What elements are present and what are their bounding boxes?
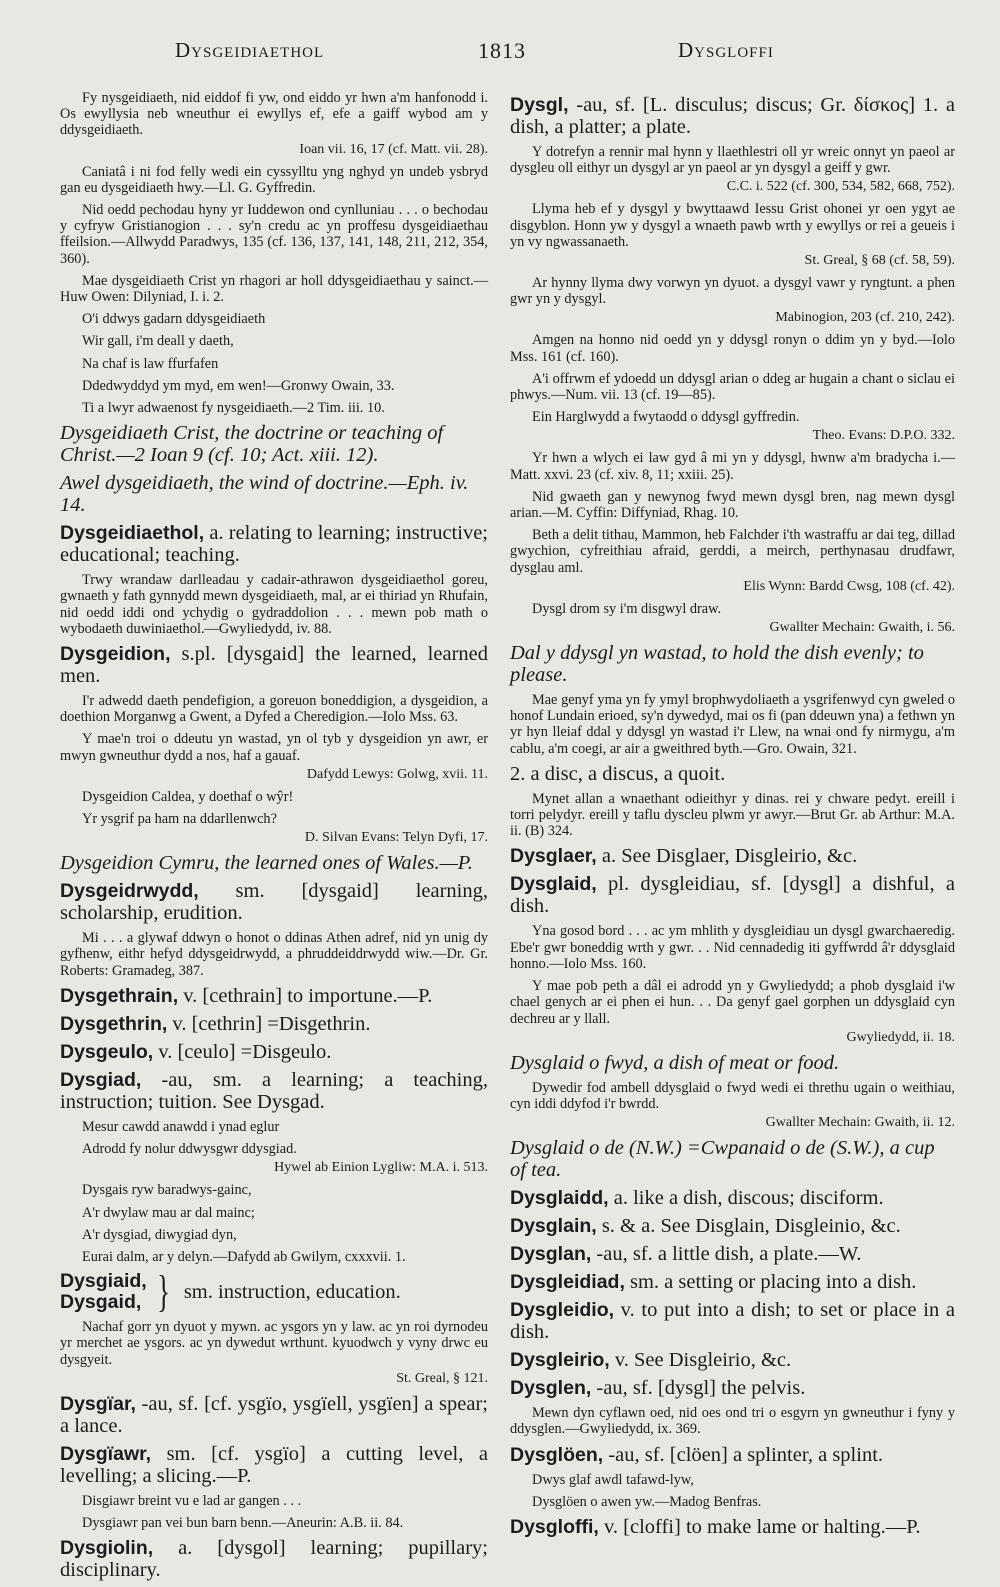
- citation-source: Elis Wynn: Bardd Cwsg, 108 (cf. 42).: [743, 578, 955, 594]
- headword: Dysgeidiaethol,: [60, 522, 205, 545]
- definition: sm. [dysgaid] learning, scholarship, erudition.: [60, 880, 488, 925]
- quotation: Yr hwn a wlych ei law gyd â mi yn y ddysgl, hwnw a'm bradycha i.—Matt. xxvi. 23 (cf. xiv. 8, 11; xxiii. 25).: [510, 450, 955, 483]
- dictionary-entry: [60, 522, 488, 566]
- quotation: Mae dysgeidiaeth Crist yn rhagori ar holl ddysgeidiaethau y sainct.—Huw Owen: Dilyniad, I. i. 2.: [60, 272, 488, 306]
- running-head-right: Dysgloffi: [678, 38, 774, 62]
- dictionary-entry: [510, 94, 955, 138]
- verse-line: A'r dwylaw mau ar dal mainc;: [82, 1204, 255, 1221]
- definition: pl. dysgleidiau, sf. [dysgl] a dishful, a dish.: [510, 873, 955, 918]
- verse-line: Yr ysgrif pa ham na ddarllenwch?: [82, 811, 277, 828]
- headword: Dysgeulo,: [60, 1040, 154, 1063]
- headword: Dysglaidd,: [510, 1187, 609, 1210]
- dictionary-entry: [60, 880, 488, 924]
- verse-line: Disgiawr breint vu e lad ar gangen . . .: [82, 1492, 302, 1509]
- headword: Dysgïawr,: [60, 1442, 152, 1465]
- quotation: Caniatâ i ni fod felly wedi ein cyssylltu yng nghyd yn undeb ysbryd gan eu dysgeidiaeth hwy.—Ll. G. Gyffredin.: [60, 163, 488, 196]
- definition: s. & a. See Disglain, Disgleinio, &c.: [596, 1215, 901, 1238]
- quotation: Yna gosod bord . . . ac ym mhlith y dysgleidiau un dysgl gwarchaeredig. Ebe'r gwr boneddig wrth y gwr. . . Nid cennadedig iti gyffwrdd â'r ddysglaid honno.—Iolo Mss. 160.: [510, 923, 955, 972]
- definition: -au, sf. [L. disculus; discus; Gr. δίσκος] 1. a dish, a platter; a plate.: [510, 94, 955, 138]
- verse-line: Mesur cawdd anawdd i ynad eglur: [82, 1118, 280, 1135]
- dictionary-entry: [510, 1271, 955, 1293]
- definition: -au, sf. a little dish, a plate.—W.: [591, 1243, 862, 1266]
- dictionary-entry: [510, 1243, 955, 1265]
- verse-line: Wir gall, i'm deall y daeth,: [82, 333, 234, 350]
- headword: Dysgleidiad,: [510, 1271, 625, 1294]
- definition: v. See Disgleirio, &c.: [609, 1349, 792, 1372]
- definition: v. to put into a dish; to set or place in a dish.: [510, 1299, 955, 1344]
- dictionary-entry: [510, 873, 955, 917]
- quotation: Llyma heb ef y dysgyl y bwyttaawd Iessu Grist ohonei yr oen ygyt ae disgyblon. Honn yw y dysgyl a wnaeth pawb wrth y ewyllys or rei a geueis i yn vy ngwassanaeth.: [510, 201, 955, 250]
- citation-source: Gwallter Mechain: Gwaith, ii. 12.: [765, 1115, 955, 1131]
- quotation: Mewn dyn cyflawn oed, nid oes ond tri o esgyrn yn gwneuthur i fyny y ddysglen.—Gwyliedydd, ix. 369.: [510, 1405, 955, 1438]
- verse-line: Dysglöen o awen yw.—Madog Benfras.: [532, 1493, 762, 1510]
- headword: Dysgiad,: [60, 1068, 142, 1091]
- running-head-left: Dysgeidiaethol: [175, 38, 325, 62]
- phrase-entry: Dal y ddysgl yn wastad, to hold the dish evenly; to please.: [510, 642, 924, 687]
- dictionary-entry: [60, 985, 488, 1007]
- dictionary-entry: [60, 1267, 488, 1317]
- verse-line: Ddedwyddyd ym myd, em wen!—Gronwy Owain, 33.: [82, 377, 395, 394]
- dictionary-entry: [510, 845, 955, 867]
- citation-source: St. Greal, § 121.: [396, 1370, 488, 1386]
- headword: Dysgloffi,: [510, 1515, 599, 1538]
- definition: sm. [cf. ysgïo] a cutting level, a levelling; a slicing.—P.: [60, 1442, 488, 1487]
- brace-symbol: }: [156, 1267, 170, 1317]
- verse-line: Dysgiawr pan vei bun barn benn.—Aneurin: A.B. ii. 84.: [82, 1514, 404, 1531]
- quotation: Ar hynny llyma dwy vorwyn yn dyuot. a dysgyl vawr y ryngtunt. a phen gwr yn y dysgyl.: [510, 275, 955, 308]
- headword: Dysgiaid,: [60, 1270, 147, 1293]
- left-column: [60, 90, 488, 1587]
- headword: Dysgl,: [510, 94, 569, 116]
- quotation: Fy nysgeidiaeth, nid eiddof fi yw, ond eiddo yr hwn a'm hanfonodd i. Os ewyllysia neb wneuthur ei ewyllys ef, efe a gaiff wybod am y ddysgeidiaeth.: [60, 90, 488, 139]
- quotation: Nid oedd pechodau hyny yr Iuddewon ond cynlluniau . . . o bechodau y cyfryw Gristianogion . . . sy'n credu ac yn proffesu dysgeidiaethau ffeilsion.—Allwydd Paradwys, 135 (cf. 136, 137, 141, 148, 211, 212, 354, 360).: [60, 202, 488, 267]
- quotation: Dysgl drom sy i'm disgwyl draw.: [532, 600, 722, 617]
- quotation: Amgen na honno nid oedd yn y ddysgl ronyn o ddim yn y byd.—Iolo Mss. 161 (cf. 160).: [510, 332, 955, 365]
- headword: Dysgiolin,: [60, 1537, 154, 1560]
- quotation: Dywedir fod ambell ddysglaid o fwyd wedi ei threthu ugain o weithiau, cyn iddi ddyfod i'r bwrdd.: [510, 1079, 955, 1112]
- headword: Dysglen,: [510, 1377, 592, 1400]
- definition: v. [cloffi] to make lame or halting.—P.: [598, 1515, 921, 1538]
- quotation: Mae genyf yma yn fy ymyl brophwydoliaeth a ysgrifenwyd cyn gweled o honof Lundain erioed, sy'n dywedyd, mai os fi (pan ddeuwn yna) a fethwn yn yr hyn lleiaf ddal y ddysgl yn wastad i'r Llew, na wnai ond fy nirmygu, a'm cablu, a'm coegi, ar air a gweithred byth.—Gro. Owain, 321.: [510, 692, 955, 757]
- dictionary-entry: [510, 1516, 955, 1538]
- dictionary-entry: [510, 1444, 955, 1466]
- phrase-entry: Dysglaid o fwyd, a dish of meat or food.: [510, 1051, 840, 1074]
- phrase-entry: Dysglaid o de (N.W.) =Cwpanaid o de (S.W.), a cup of tea.: [510, 1137, 935, 1182]
- citation-source: Hywel ab Einion Lygliw: M.A. i. 513.: [274, 1160, 488, 1176]
- headword: Dysgethrin,: [60, 1012, 168, 1035]
- headword: Dysgïar,: [60, 1392, 136, 1415]
- citation-source: D. Silvan Evans: Telyn Dyfi, 17.: [304, 830, 488, 846]
- definition: s.pl. [dysgaid] the learned, learned men.: [60, 643, 488, 688]
- quotation: Nid gwaeth gan y newynog fwyd mewn dysgl bren, nag mewn dysgl arian.—M. Cyffin: Diffyniad, Rhag. 10.: [510, 488, 955, 522]
- quotation: Ein Harglwydd a fwytaodd o ddysgl gyffredin.: [532, 409, 800, 426]
- definition: v. [ceulo] =Disgeulo.: [153, 1040, 332, 1063]
- citation-source: St. Greal, § 68 (cf. 58, 59).: [804, 253, 955, 269]
- citation-source: Gwallter Mechain: Gwaith, i. 56.: [769, 620, 955, 636]
- verse-line: Dysgais ryw baradwys-gainc,: [82, 1182, 252, 1199]
- quotation: Mi . . . a glywaf ddwyn o honot o ddinas Athen adref, nid yn unig dy gyfhenw, eithr hefyd ddysgeidrwydd, a phruddeiddrwydd wiw.—Dr. Gr. Roberts: Gramadeg, 387.: [60, 930, 488, 979]
- definition: sm. a setting or placing into a dish.: [624, 1271, 917, 1294]
- citation-source: Gwyliedydd, ii. 18.: [846, 1029, 955, 1045]
- page-number: 1813: [478, 38, 526, 63]
- headword: Dysgleirio,: [510, 1349, 610, 1372]
- quotation: Nachaf gorr yn dyuot y mywn. ac ysgors yn y law. ac yn roi dyrnodeu yr merchet ae ysgors. ac yn dywedut wrthunt. kyuodwch y vyny drwc eu dysgyeit.: [60, 1319, 488, 1368]
- citation-source: C.C. i. 522 (cf. 300, 534, 582, 668, 752).: [726, 179, 955, 195]
- citation-source: Dafydd Lewys: Golwg, xvii. 11.: [306, 766, 488, 782]
- citation-source: Theo. Evans: D.P.O. 332.: [812, 428, 955, 444]
- dictionary-entry: [60, 1443, 488, 1487]
- definition: -au, sf. [cf. ysgïo, ysgïell, ysgïen] a spear; a lance.: [60, 1392, 488, 1437]
- headword: Dysglain,: [510, 1215, 597, 1238]
- sense-definition: 2. a disc, a discus, a quoit.: [510, 762, 726, 785]
- dictionary-entry: [60, 643, 488, 687]
- verse-line: O'i ddwys gadarn ddysgeidiaeth: [82, 311, 266, 328]
- dictionary-entry: [60, 1537, 488, 1581]
- quotation: Ti a lwyr adwaenost fy nysgeidiaeth.—2 Tim. iii. 10.: [82, 400, 385, 417]
- phrase-entry: Dysgeidion Cymru, the learned ones of Wales.—P.: [60, 852, 473, 875]
- headword: Dysglaer,: [510, 845, 597, 868]
- dictionary-entry: [60, 1013, 488, 1035]
- quotation: Y mae'n troi o ddeutu yn wastad, yn ol tyb y dysgeidion yn awr, er mwyn gwneuthur dydd a nos, haf a gauaf.: [60, 731, 488, 764]
- quotation: Beth a delit tithau, Mammon, heb Falchder i'th wastraffu ar dai teg, dillad gwychion, cyfreithiau afraid, gerddi, a meirch, perthynasau drudfawr, dysglau aml.: [510, 527, 955, 576]
- headword: Dysglöen,: [510, 1443, 604, 1466]
- headword-group: [60, 1271, 147, 1313]
- verse-line: Eurai dalm, ar y delyn.—Dafydd ab Gwilym, cxxxvii. 1.: [82, 1248, 406, 1265]
- headword: Dysglan,: [510, 1243, 592, 1266]
- definition: a. See Disglaer, Disgleirio, &c.: [596, 845, 858, 868]
- dictionary-entry: [510, 1187, 955, 1209]
- definition: a. relating to learning; instructive; educational; teaching.: [60, 522, 488, 567]
- dictionary-entry: [510, 1299, 955, 1343]
- quotation: Y mae pob peth a dâl ei adrodd yn y Gwyliedydd; a phob dysglaid i'w chael genych ar ei phen ei hun. . . Da genyf gael gorphen un ddysglaid cyn dechreu ar y llall.: [510, 978, 955, 1027]
- dictionary-entry: [510, 1377, 955, 1399]
- headword: Dysgethrain,: [60, 984, 179, 1007]
- phrase-entry: Dysgeidiaeth Crist, the doctrine or teaching of Christ.—2 Ioan 9 (cf. 10; Act. xiii. 12).: [60, 422, 444, 467]
- dictionary-entry: [60, 1069, 488, 1113]
- definition: -au, sf. [clöen] a splinter, a splint.: [603, 1443, 884, 1466]
- definition: -au, sf. [dysgl] the pelvis.: [591, 1377, 806, 1400]
- verse-line: Na chaf is law ffurfafen: [82, 355, 219, 372]
- definition: v. [cethrin] =Disgethrin.: [167, 1012, 371, 1035]
- headword: Dysgleidio,: [510, 1299, 615, 1322]
- quotation: Y dotrefyn a rennir mal hynn y llaethlestri oll yr wreic onnyt yn paeol ar dysgleu oll eithyr un dysgyl ar yn paeol ar yn dysgyl a geiff y gwr.: [510, 144, 955, 177]
- definition: v. [cethrain] to importune.—P.: [178, 984, 433, 1007]
- headword: Dysgeidrwydd,: [60, 880, 199, 903]
- definition: a. like a dish, discous; disciform.: [608, 1187, 884, 1210]
- citation-source: Ioan vii. 16, 17 (cf. Matt. vii. 28).: [299, 141, 488, 157]
- definition: a. [dysgol] learning; pupillary; disciplinary.: [60, 1537, 488, 1582]
- verse-line: Adrodd fy nolur ddwysgwr ddysgiad.: [82, 1141, 297, 1158]
- definition: sm. instruction, education.: [183, 1280, 401, 1303]
- verse-line: Dysgeidion Caldea, y doethaf o wŷr!: [82, 788, 294, 805]
- headword: Dysgaid,: [60, 1291, 142, 1314]
- phrase-entry: Awel dysgeidiaeth, the wind of doctrine.—Eph. iv. 14.: [60, 472, 469, 517]
- quotation: Trwy wrandaw darlleadau y cadair-athrawon dysgeidiaethol goreu, gwnaeth y fath gynnydd mewn dysgeidiaeth, mal, ar ei thiriad yn Rhufain, nid oedd iddi ond ychydig o gydraddolion . . . mewn pob math o wybodaeth duwiniaethol.—Gwyliedydd, iv. 88.: [60, 572, 488, 637]
- headword: Dysgeidion,: [60, 643, 171, 666]
- right-column: [510, 90, 955, 1544]
- headword: Dysglaid,: [510, 873, 597, 896]
- dictionary-entry: [60, 1041, 488, 1063]
- dictionary-entry: [60, 1393, 488, 1437]
- verse-line: A'r dysgiad, diwygiad dyn,: [82, 1226, 237, 1243]
- quotation: A'i offrwm ef ydoedd un ddysgl arian o ddeg ar hugain a chant o siclau ei phwys.—Num. vii. 13 (cf. 19—85).: [510, 370, 955, 404]
- quotation: I'r adwedd daeth pendefigion, a goreuon boneddigion, a dysgeidion, a doethion Morganwg a Gwent, a Dyfed a Cheredigion.—Iolo Mss. 63.: [60, 693, 488, 726]
- quotation: Mynet allan a wnaethant odieithyr y dinas. rei y chware pedyt. ereill i torri pelydyr. ereill y taflu dyscleu plwm yr awyr.—Brut Gr. ab Arthur: M.A. ii. (B) 324.: [510, 790, 955, 840]
- dictionary-entry: [510, 1349, 955, 1371]
- citation-source: Mabinogion, 203 (cf. 210, 242).: [775, 310, 955, 326]
- verse-line: Dwys glaf awdl tafawd-lyw,: [532, 1471, 694, 1488]
- definition: -au, sm. a learning; a teaching, instruction; tuition. See Dysgad.: [60, 1068, 488, 1113]
- dictionary-entry: [510, 1215, 955, 1237]
